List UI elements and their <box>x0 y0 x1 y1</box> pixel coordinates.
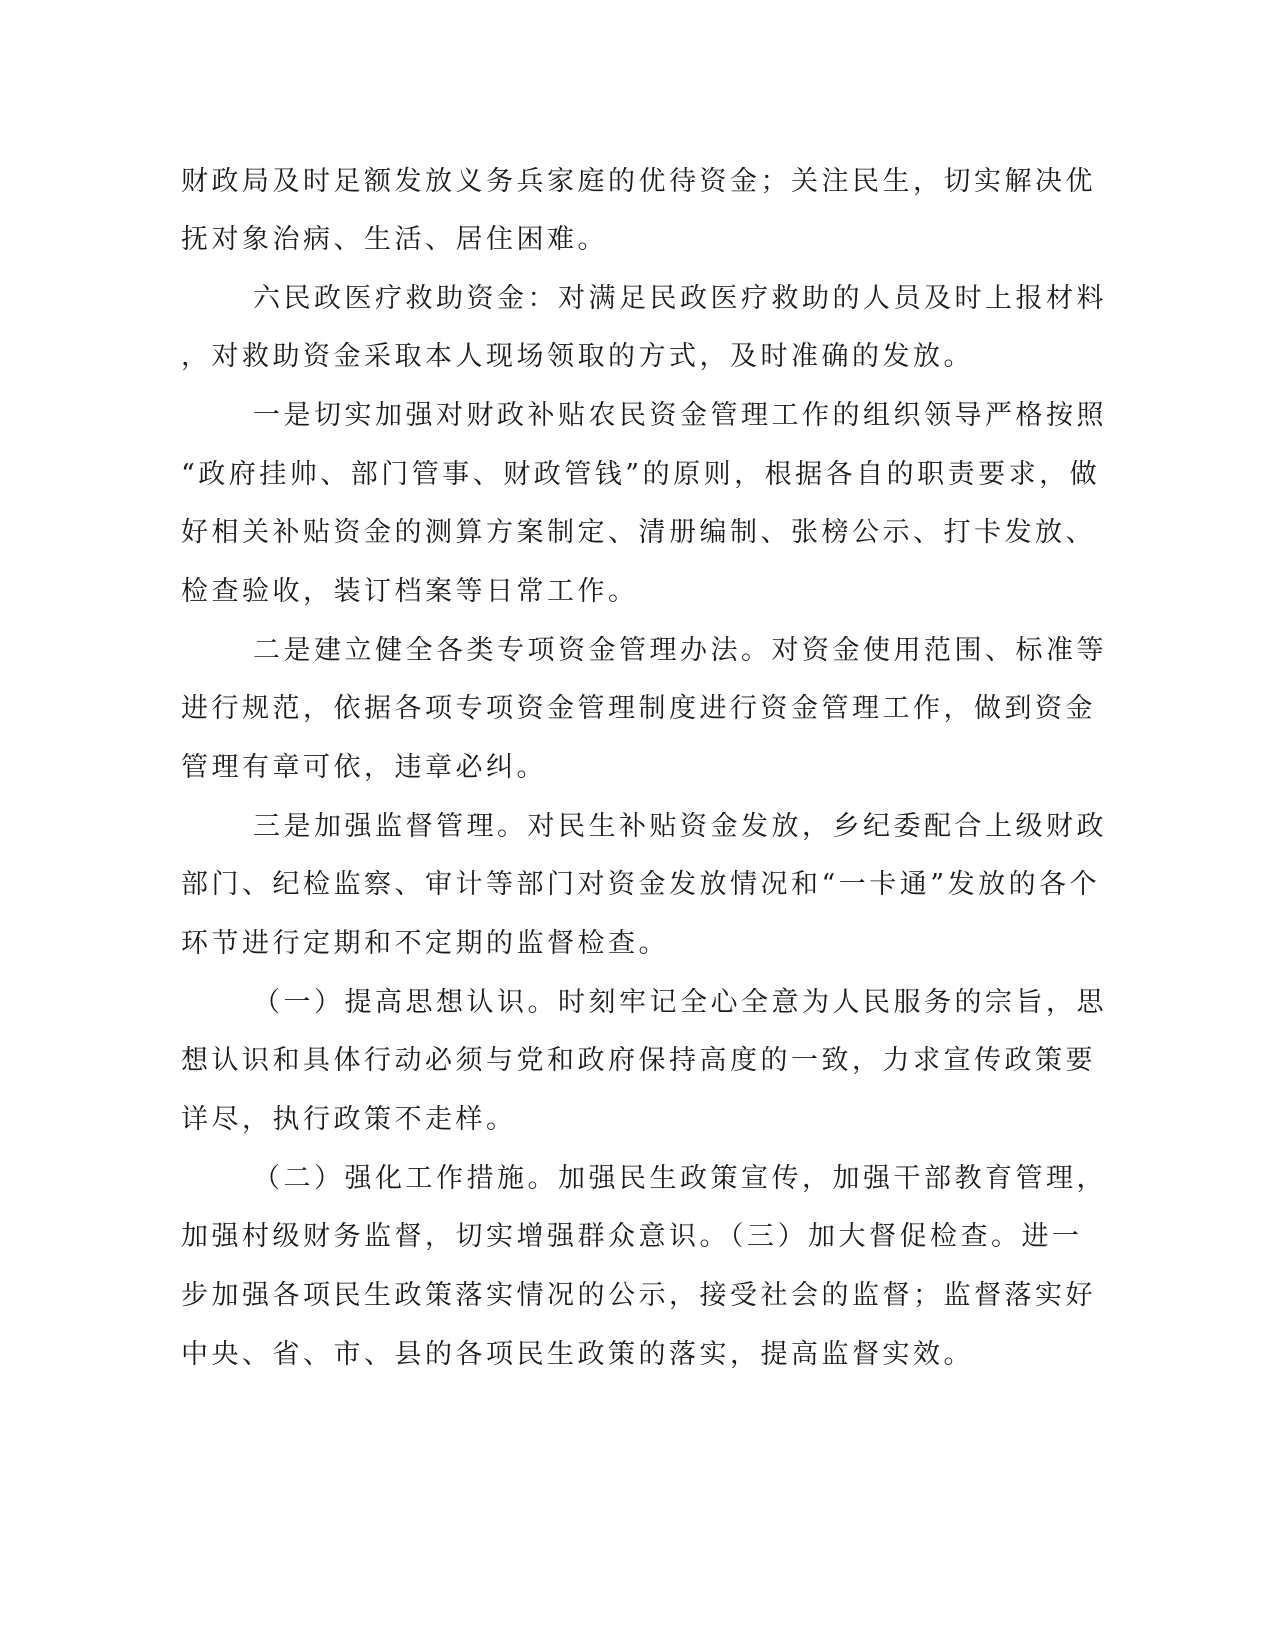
paragraph-start-line: 二是建立健全各类专项资金管理办法。对资金使用范围、标准等 <box>253 635 1107 666</box>
text-line: 加强村级财务监督，切实增强群众意识。（三）加大督促检查。进一 <box>181 1221 1083 1252</box>
paragraph-start-line: （二）强化工作措施。加强民生政策宣传，加强干部教育管理， <box>253 1163 1107 1194</box>
text-line: “政府挂帅、部门管事、财政管钱”的原则，根据各自的职责要求，做 <box>181 459 1101 490</box>
text-line: 管理有章可依，违章必纠。 <box>181 752 547 783</box>
text-line: 中央、省、市、县的各项民生政策的落实，提高监督实效。 <box>181 1339 974 1370</box>
paragraph-start-line: 三是加强监督管理。对民生补贴资金发放，乡纪委配合上级财政 <box>253 811 1107 842</box>
text-line: 详尽，执行政策不走样。 <box>181 1104 517 1135</box>
paragraph-start-line: 六民政医疗救助资金：对满足民政医疗救助的人员及时上报材料 <box>253 283 1107 314</box>
text-line: ，对救助资金采取本人现场领取的方式，及时准确的发放。 <box>181 341 974 372</box>
text-line: 财政局及时足额发放义务兵家庭的优待资金；关注民生，切实解决优 <box>181 166 1096 197</box>
text-line: 步加强各项民生政策落实情况的公示，接受社会的监督；监督落实好 <box>181 1280 1096 1311</box>
text-line: 环节进行定期和不定期的监督检查。 <box>181 928 669 959</box>
text-line: 检查验收，装订档案等日常工作。 <box>181 576 639 607</box>
text-line: 抚对象治病、生活、居住困难。 <box>181 224 608 255</box>
text-line: 部门、纪检监察、审计等部门对资金发放情况和“一卡通”发放的各个 <box>181 869 1101 900</box>
paragraph-start-line: 一是切实加强对财政补贴农民资金管理工作的组织领导严格按照 <box>253 400 1107 431</box>
paragraph-start-line: （一）提高思想认识。时刻牢记全心全意为人民服务的宗旨，思 <box>253 987 1107 1018</box>
text-line: 进行规范，依据各项专项资金管理制度进行资金管理工作，做到资金 <box>181 693 1096 724</box>
text-line: 好相关补贴资金的测算方案制定、清册编制、张榜公示、打卡发放、 <box>181 517 1096 548</box>
text-line: 想认识和具体行动必须与党和政府保持高度的一致，力求宣传政策要 <box>181 1045 1096 1076</box>
